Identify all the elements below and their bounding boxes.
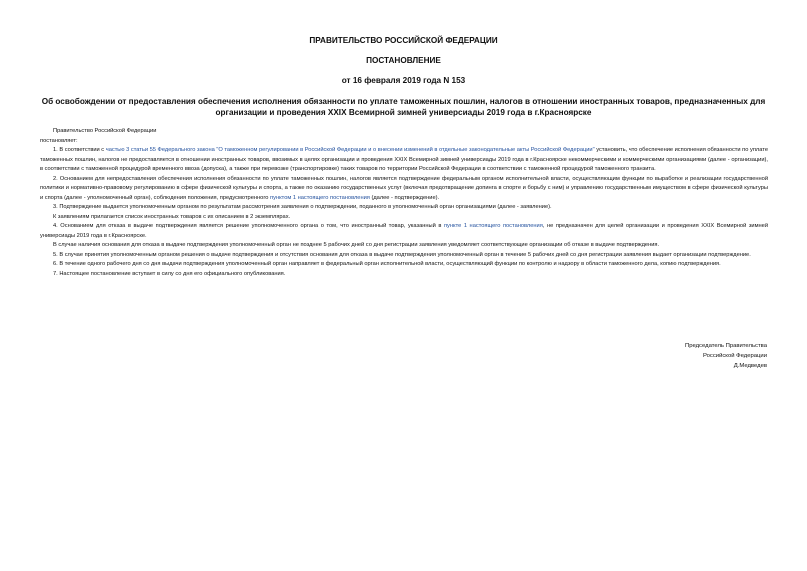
preamble-line-2: постановляет: bbox=[40, 137, 78, 144]
preamble-line-1: Правительство Российской Федерации bbox=[53, 128, 157, 134]
signature-position: Председатель Правительства bbox=[684, 343, 767, 349]
link-point-1-resolution[interactable]: пунктом 1 настоящего постановления bbox=[270, 194, 370, 201]
paragraph-2-text-end: (далее - подтверждение). bbox=[369, 194, 440, 201]
paragraph-1-text-end: установить, что обеспечение исполнения обязанности по уплате таможенных пошлин, налогов не предоставляется в отношении иностранных товаров, ввозимых в целях организации и проведения XXIX Всемирной зимней универсиады 2019 года в г.Красноярске некоммерческими и коммерческими организациями (далее - организации), в соответствии с таможенной процедурой временного ввоза (допуска), а также при перевозке (транспортировке) таких товаров по территории Российской Федерации в соответствии с таможенной процедурой таможенного транзита. bbox=[40, 147, 768, 172]
link-point-1-resolution-2[interactable]: пункте 1 настоящего постановления bbox=[443, 223, 543, 229]
paragraph-1-text-start: 1. В соответствии с bbox=[53, 147, 106, 153]
document-date-number: от 16 февраля 2019 года N 153 bbox=[341, 76, 466, 85]
paragraph-7: 7. Настоящее постановление вступает в силу со дня его официального опубликования. bbox=[53, 270, 286, 277]
paragraph-4-text-end: , не предназначен для целей организации и проведения XXIX Всемирной зимней универсиады 2019 года в г.Красноярске. bbox=[40, 223, 768, 239]
paragraph-5: 5. В случае принятия уполномоченным органом решения о выдаче подтверждения и отсутствия основания для отказа в выдаче подтверждения уполномоченный орган в течение 5 рабочих дней со дня регистрации заявления выдает организации подтверждение. bbox=[53, 251, 751, 258]
document-title: Об освобождении от предоставления обеспечения исполнения обязанности по уплате таможенных пошлин, налогов в отношении иностранных товаров, предназначенных для организации и проведения XXIX Всемирной зимней универсиады 2019 года в г.Красноярске bbox=[41, 97, 766, 117]
paragraph-4-text-start: 4. Основанием для отказа в выдаче подтверждения является решение уполномоченного органа о том, что иностранный товар, указанный в bbox=[53, 223, 444, 229]
signature-organization: Российской Федерации bbox=[702, 353, 767, 359]
paragraph-6: 6. В течение одного рабочего дня со дня выдачи подтверждения уполномоченный орган направляет в федеральный орган исполнительной власти, осуществляющий функции по контролю и надзору в области таможенного дела, копию подтверждения. bbox=[53, 261, 721, 267]
paragraph-2 bbox=[40, 175, 768, 204]
signature-block bbox=[567, 341, 767, 371]
paragraph-4-refusal: В случае наличия основания для отказа в выдаче подтверждения уполномоченный орган не позднее 5 рабочих дней со дня регистрации заявления уведомляет соответствующие организации об отказе в выдаче подтверждения. bbox=[53, 242, 660, 248]
paragraph-1 bbox=[40, 146, 768, 175]
document-body bbox=[40, 127, 768, 279]
government-heading: ПРАВИТЕЛЬСТВО РОССИЙСКОЙ ФЕДЕРАЦИИ bbox=[309, 36, 498, 45]
paragraph-3-attachment: К заявлениям прилагается список иностранных товаров с их описанием в 2 экземплярах. bbox=[53, 213, 291, 220]
paragraph-2-text-start: 2. Основанием для непредоставления обеспечения исполнения обязанности по уплате таможенных пошлин, налогов является подтверждение федеральным органом исполнительной власти, осуществляющим функции по выработке и реализации государственной политики и нормативно-правовому регулированию в сфере физической культуры и спорта, а также по оказанию государственных услуг (включая предотвращение допинга в спорте и борьбу с ним) и управлению государственным имуществом в сфере физической культуры и спорта (далее - уполномоченный орган), соблюдения положения, предусмотренного bbox=[40, 175, 768, 201]
paragraph-4 bbox=[40, 222, 768, 241]
signature-name: Д.Медведев bbox=[733, 363, 767, 369]
link-federal-law-article-55[interactable]: частью 3 статьи 55 Федерального закона "О таможенном регулировании в Российской Федерации и о внесении изменений в отдельные законодательные акты Российской Федерации" bbox=[105, 147, 595, 153]
paragraph-3: 3. Подтверждение выдается уполномоченным органом по результатам рассмотрения заявления о подтверждении, поданного в уполномоченный орган организациями (далее - заявление). bbox=[53, 204, 552, 210]
document-type-heading: ПОСТАНОВЛЕНИЕ bbox=[366, 56, 441, 65]
